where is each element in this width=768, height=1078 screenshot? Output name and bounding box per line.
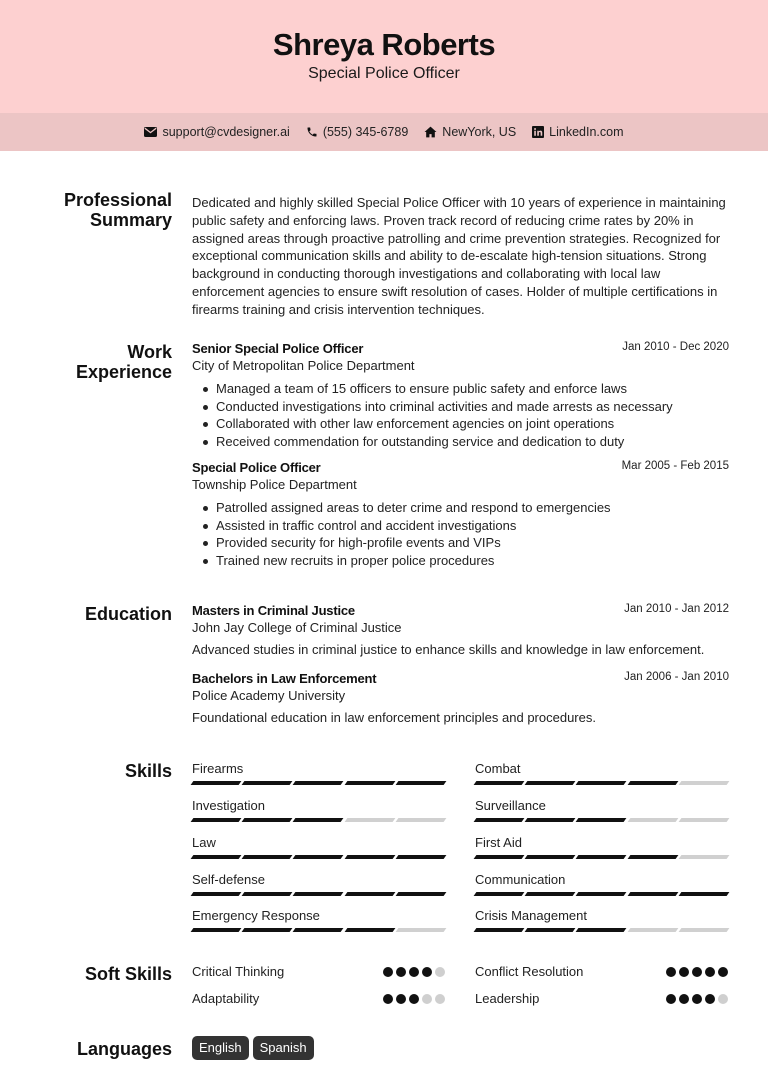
job-bullet: Assisted in traffic control and accident investigations bbox=[192, 517, 611, 535]
rating-dot bbox=[396, 967, 406, 977]
skill-level-segment bbox=[525, 928, 576, 932]
candidate-title: Special Police Officer bbox=[308, 65, 460, 82]
skill-level-segment bbox=[242, 892, 293, 896]
skill-level-segment bbox=[678, 892, 729, 896]
skill-level-segment bbox=[242, 818, 293, 822]
skill-level-segment bbox=[627, 928, 678, 932]
skill-level-segment bbox=[474, 855, 525, 859]
skill-name: Self-defense bbox=[192, 872, 265, 887]
rating-dot bbox=[435, 967, 445, 977]
section-title-summary: Professional Summary bbox=[63, 190, 172, 230]
rating-dot bbox=[383, 967, 393, 977]
skill-level-bar bbox=[475, 855, 728, 859]
skill-level-bar bbox=[475, 892, 728, 896]
job-organization: City of Metropolitan Police Department bbox=[192, 358, 415, 373]
soft-skill-name: Adaptability bbox=[192, 991, 260, 1006]
skill-level-segment bbox=[395, 928, 446, 932]
skill-level-segment bbox=[191, 855, 242, 859]
skill-level-segment bbox=[344, 855, 395, 859]
job-dates: Mar 2005 - Feb 2015 bbox=[621, 460, 729, 472]
contact-phone[interactable] bbox=[306, 125, 408, 139]
section-title-skills: Skills bbox=[124, 761, 172, 781]
soft-skill-name: Leadership bbox=[475, 991, 540, 1006]
education-description: Foundational education in law enforcement principles and procedures. bbox=[192, 710, 596, 725]
skill-name: Law bbox=[192, 835, 216, 850]
section-title-soft-skills: Soft Skills bbox=[84, 964, 172, 984]
education-description: Advanced studies in criminal justice to enhance skills and knowledge in law enforcement. bbox=[192, 642, 705, 657]
skill-level-segment bbox=[627, 855, 678, 859]
skill-item bbox=[192, 761, 445, 785]
rating-dot bbox=[409, 967, 419, 977]
rating-dot bbox=[718, 994, 728, 1004]
soft-skill-item bbox=[475, 964, 728, 984]
skill-name: Communication bbox=[475, 872, 566, 887]
rating-dot bbox=[409, 994, 419, 1004]
rating-dot bbox=[383, 994, 393, 1004]
soft-skill-rating bbox=[383, 994, 445, 1004]
skill-level-segment bbox=[678, 855, 729, 859]
rating-dot bbox=[435, 994, 445, 1004]
skill-level-segment bbox=[395, 855, 446, 859]
skill-item bbox=[475, 835, 728, 859]
rating-dot bbox=[679, 994, 689, 1004]
rating-dot bbox=[718, 967, 728, 977]
skill-level-segment bbox=[293, 781, 344, 785]
skill-level-bar bbox=[192, 818, 445, 822]
skill-level-segment bbox=[525, 855, 576, 859]
skill-name: Investigation bbox=[192, 798, 265, 813]
section-title-education: Education bbox=[84, 604, 172, 624]
rating-dot bbox=[705, 967, 715, 977]
rating-dot bbox=[396, 994, 406, 1004]
skill-level-segment bbox=[576, 928, 627, 932]
job-bullet: Trained new recruits in proper police procedures bbox=[192, 552, 611, 570]
skill-level-segment bbox=[344, 892, 395, 896]
job-title: Senior Special Police Officer bbox=[192, 341, 364, 356]
job-bullet: Managed a team of 15 officers to ensure public safety and enforce laws bbox=[192, 380, 673, 398]
skill-level-segment bbox=[344, 928, 395, 932]
soft-skill-item bbox=[192, 991, 445, 1011]
education-dates: Jan 2006 - Jan 2010 bbox=[624, 671, 729, 683]
job-bullet: Patrolled assigned areas to deter crime and respond to emergencies bbox=[192, 499, 611, 517]
skill-level-bar bbox=[192, 892, 445, 896]
skill-level-bar bbox=[475, 781, 728, 785]
skill-level-segment bbox=[191, 928, 242, 932]
skill-level-segment bbox=[191, 781, 242, 785]
skill-item bbox=[475, 798, 728, 822]
skill-item bbox=[192, 835, 445, 859]
skill-level-segment bbox=[395, 781, 446, 785]
skill-level-segment bbox=[474, 781, 525, 785]
school-name: John Jay College of Criminal Justice bbox=[192, 620, 402, 635]
skill-item bbox=[475, 872, 728, 896]
skill-level-segment bbox=[525, 781, 576, 785]
skill-level-bar bbox=[192, 855, 445, 859]
contact-linkedin[interactable] bbox=[532, 125, 623, 139]
skill-item bbox=[192, 798, 445, 822]
degree-title: Masters in Criminal Justice bbox=[192, 603, 355, 618]
rating-dot bbox=[422, 967, 432, 977]
soft-skill-name: Critical Thinking bbox=[192, 964, 285, 979]
section-title-work: Work Experience bbox=[75, 342, 172, 382]
skill-level-segment bbox=[191, 818, 242, 822]
rating-dot bbox=[692, 967, 702, 977]
degree-title: Bachelors in Law Enforcement bbox=[192, 671, 377, 686]
rating-dot bbox=[666, 994, 676, 1004]
skill-name: Combat bbox=[475, 761, 521, 776]
skill-level-segment bbox=[474, 818, 525, 822]
contact-email-text: support@cvdesigner.ai bbox=[162, 125, 290, 139]
skill-level-bar bbox=[192, 928, 445, 932]
rating-dot bbox=[705, 994, 715, 1004]
contact-location bbox=[424, 125, 516, 139]
skill-level-segment bbox=[678, 928, 729, 932]
envelope-icon bbox=[144, 127, 157, 137]
skill-level-segment bbox=[344, 818, 395, 822]
contact-email[interactable] bbox=[144, 125, 289, 139]
soft-skill-name: Conflict Resolution bbox=[475, 964, 584, 979]
header-banner bbox=[0, 0, 768, 113]
skill-level-bar bbox=[192, 781, 445, 785]
skill-level-segment bbox=[395, 892, 446, 896]
contact-location-text: NewYork, US bbox=[442, 125, 517, 139]
skill-level-segment bbox=[576, 781, 627, 785]
school-name: Police Academy University bbox=[192, 688, 346, 703]
soft-skill-rating bbox=[383, 967, 445, 977]
soft-skill-item bbox=[192, 964, 445, 984]
job-bullet: Conducted investigations into criminal activities and made arrests as necessary bbox=[192, 398, 673, 416]
job-organization: Township Police Department bbox=[192, 477, 357, 492]
skill-name: Emergency Response bbox=[192, 908, 320, 923]
skill-level-segment bbox=[293, 855, 344, 859]
home-icon bbox=[424, 126, 437, 138]
skill-item bbox=[192, 872, 445, 896]
skill-level-segment bbox=[344, 781, 395, 785]
skill-level-segment bbox=[242, 855, 293, 859]
language-tags bbox=[192, 1036, 314, 1060]
language-tag: Spanish bbox=[253, 1036, 314, 1060]
skill-level-segment bbox=[678, 781, 729, 785]
skill-item bbox=[475, 761, 728, 785]
skill-level-segment bbox=[395, 818, 446, 822]
job-title: Special Police Officer bbox=[192, 460, 321, 475]
section-title-languages: Languages bbox=[76, 1039, 172, 1059]
summary-text: Dedicated and highly skilled Special Police Officer with 10 years of experience in maintaining public safety and enforcing laws. Proven track record of reducing crime rates by 20% in assigned areas through proactive patrolling and crime prevention strategies. Recognized for exceptional communication skills and ability to de-escalate high-tension situations. Strong background in conducting thorough investigations and collaborating with local law enforcement agencies to ensure swift resolution of cases. Holder of multiple certifications in firearms training and crisis intervention techniques. bbox=[192, 195, 726, 317]
skill-level-segment bbox=[474, 892, 525, 896]
skill-level-segment bbox=[576, 855, 627, 859]
rating-dot bbox=[679, 967, 689, 977]
skill-level-segment bbox=[525, 892, 576, 896]
contact-bar bbox=[0, 113, 768, 151]
skill-level-segment bbox=[627, 892, 678, 896]
rating-dot bbox=[666, 967, 676, 977]
skill-level-segment bbox=[576, 818, 627, 822]
job-bullets bbox=[192, 499, 611, 569]
skill-level-segment bbox=[191, 892, 242, 896]
skill-name: Surveillance bbox=[475, 798, 546, 813]
skill-level-segment bbox=[525, 818, 576, 822]
linkedin-icon bbox=[532, 126, 544, 138]
skill-name: First Aid bbox=[475, 835, 522, 850]
soft-skill-rating bbox=[666, 967, 728, 977]
skill-level-segment bbox=[474, 928, 525, 932]
job-bullet: Received commendation for outstanding service and dedication to duty bbox=[192, 433, 673, 451]
skill-level-segment bbox=[242, 928, 293, 932]
soft-skill-item bbox=[475, 991, 728, 1011]
phone-icon bbox=[306, 126, 318, 138]
skill-level-segment bbox=[576, 892, 627, 896]
skill-item bbox=[192, 908, 445, 932]
skill-level-segment bbox=[627, 781, 678, 785]
soft-skill-rating bbox=[666, 994, 728, 1004]
skill-level-segment bbox=[293, 892, 344, 896]
skill-level-segment bbox=[242, 781, 293, 785]
skill-item bbox=[475, 908, 728, 932]
skill-level-bar bbox=[475, 928, 728, 932]
contact-linkedin-text: LinkedIn.com bbox=[549, 125, 624, 139]
job-bullets bbox=[192, 380, 673, 450]
skill-level-segment bbox=[293, 928, 344, 932]
contact-phone-text: (555) 345-6789 bbox=[322, 125, 409, 139]
skill-level-segment bbox=[293, 818, 344, 822]
skill-level-segment bbox=[678, 818, 729, 822]
candidate-name: Shreya Roberts bbox=[272, 27, 496, 62]
rating-dot bbox=[422, 994, 432, 1004]
skill-name: Crisis Management bbox=[475, 908, 587, 923]
education-dates: Jan 2010 - Jan 2012 bbox=[624, 603, 729, 615]
language-tag: English bbox=[192, 1036, 249, 1060]
skill-level-bar bbox=[475, 818, 728, 822]
job-dates: Jan 2010 - Dec 2020 bbox=[622, 341, 729, 353]
skill-level-segment bbox=[627, 818, 678, 822]
skill-name: Firearms bbox=[192, 761, 244, 776]
job-bullet: Provided security for high-profile events and VIPs bbox=[192, 534, 611, 552]
rating-dot bbox=[692, 994, 702, 1004]
job-bullet: Collaborated with other law enforcement agencies on joint operations bbox=[192, 415, 673, 433]
